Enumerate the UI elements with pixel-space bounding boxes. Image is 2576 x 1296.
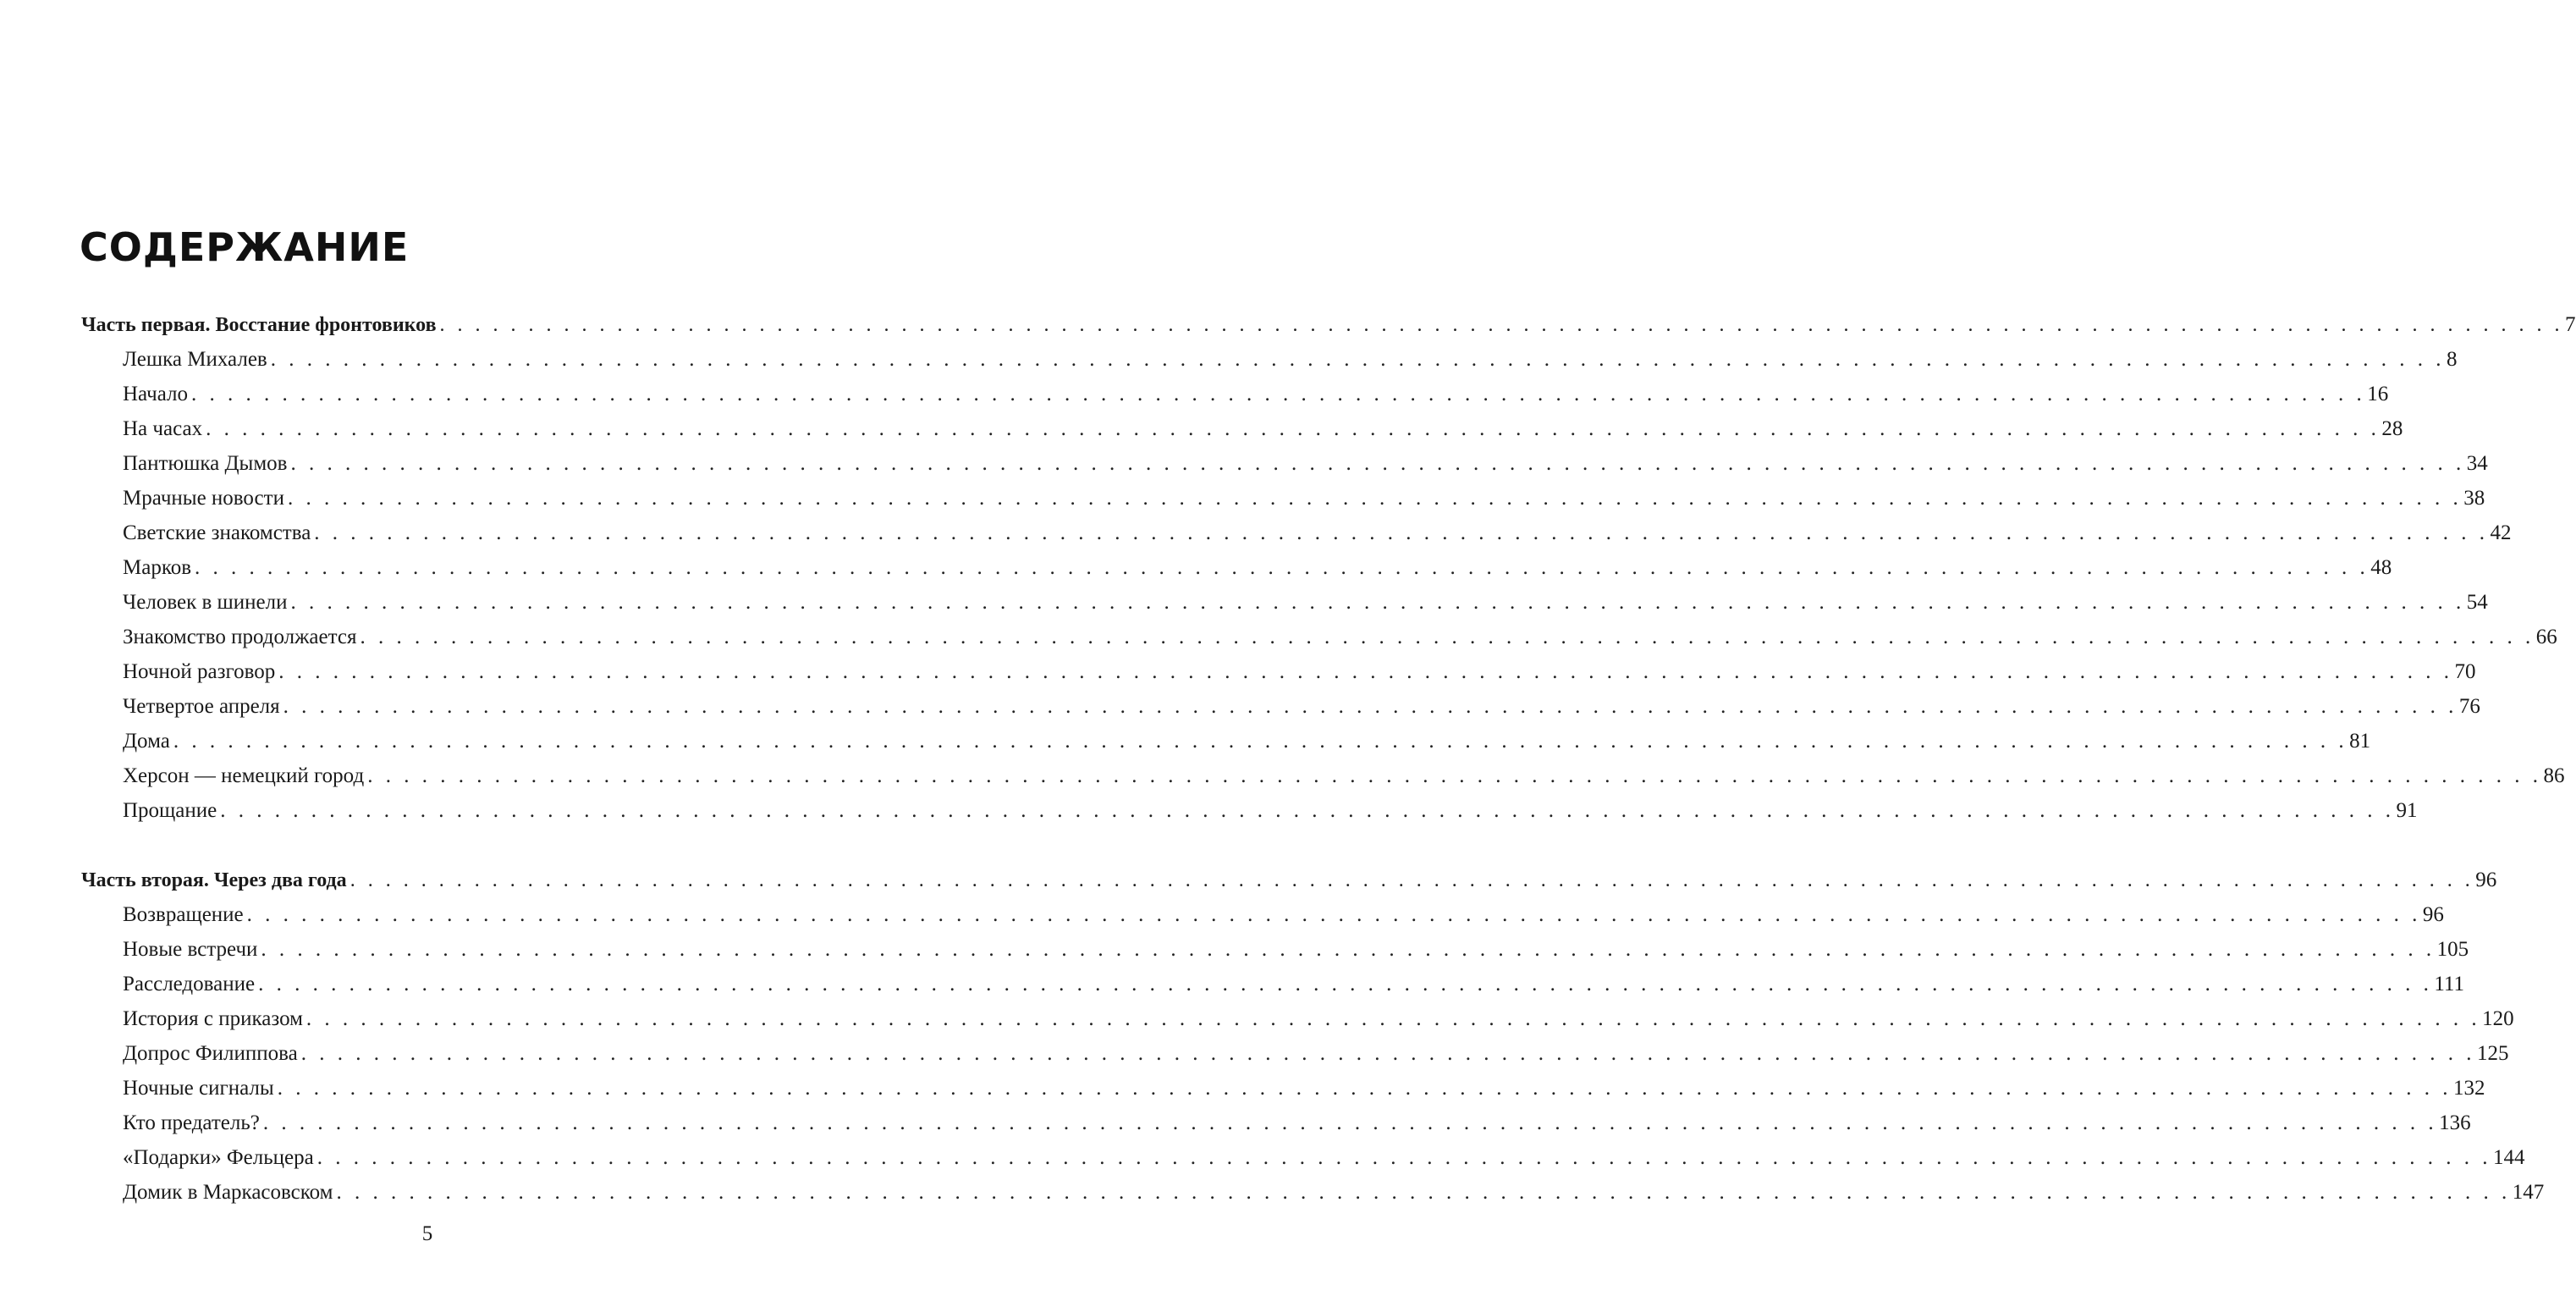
page-ref: 70 bbox=[2454, 660, 2476, 683]
dot-leader: . . . . . . . . . . . . . . . . . . . . . . . . . . . . . . . . . . . . . . . . . . . . . . . . . . . . . . . . . . . . . . . . . . . . . . . . . . . . . . . . . . . . . . . . . . . . . . . . . . . . . . . . . . . . . . . . . . . . . . . . bbox=[278, 660, 2453, 683]
chapter-title: Знакомство продолжается bbox=[123, 626, 357, 648]
dot-leader: . . . . . . . . . . . . . . . . . . . . . . . . . . . . . . . . . . . . . . . . . . . . . . . . . . . . . . . . . . . . . . . . . . . . . . . . . . . . . . . . . . . . . . . . . . . . . . . . . . . . . . . . . . . . . . . . . . . . . . . . bbox=[173, 730, 2348, 753]
dot-leader: . . . . . . . . . . . . . . . . . . . . . . . . . . . . . . . . . . . . . . . . . . . . . . . . . . . . . . . . . . . . . . . . . . . . . . . . . . . . . . . . . . . . . . . . . . . . . . . . . . . . . . . . . . . . . . . . . . . . . . . . bbox=[439, 314, 2564, 336]
dot-leader: . . . . . . . . . . . . . . . . . . . . . . . . . . . . . . . . . . . . . . . . . . . . . . . . . . . . . . . . . . . . . . . . . . . . . . . . . . . . . . . . . . . . . . . . . . . . . . . . . . . . . . . . . . . . . . . . . . . . . . . . bbox=[314, 521, 2489, 544]
chapter-title: Херсон — немецкий город bbox=[123, 764, 365, 787]
dot-leader: . . . . . . . . . . . . . . . . . . . . . . . . . . . . . . . . . . . . . . . . . . . . . . . . . . . . . . . . . . . . . . . . . . . . . . . . . . . . . . . . . . . . . . . . . . . . . . . . . . . . . . . . . . . . . . . . . . . . . . . . bbox=[305, 1007, 2481, 1030]
page-ref: 96 bbox=[2475, 869, 2497, 891]
page-ref: 34 bbox=[2466, 452, 2488, 475]
dot-leader: . . . . . . . . . . . . . . . . . . . . . . . . . . . . . . . . . . . . . . . . . . . . . . . . . . . . . . . . . . . . . . . . . . . . . . . . . . . . . . . . . . . . . . . . . . . . . . . . . . . . . . . . . . . . . . . . . . . . . . . . bbox=[336, 1181, 2511, 1204]
chapter-entry bbox=[123, 726, 2371, 757]
page-ref: 111 bbox=[2434, 973, 2464, 995]
part-title: Часть первая. Восстание фронтовиков bbox=[81, 314, 437, 336]
chapter-entry bbox=[123, 483, 2485, 514]
dot-leader: . . . . . . . . . . . . . . . . . . . . . . . . . . . . . . . . . . . . . . . . . . . . . . . . . . . . . . . . . . . . . . . . . . . . . . . . . . . . . . . . . . . . . . . . . . . . . . . . . . . . . . . . . . . . . . . . . . . . . . . . bbox=[350, 869, 2474, 891]
chapter-title: Возвращение bbox=[123, 903, 244, 926]
chapter-title: «Подарки» Фельцера bbox=[123, 1146, 314, 1169]
dot-leader: . . . . . . . . . . . . . . . . . . . . . . . . . . . . . . . . . . . . . . . . . . . . . . . . . . . . . . . . . . . . . . . . . . . . . . . . . . . . . . . . . . . . . . . . . . . . . . . . . . . . . . . . . . . . . . . . . . . . . . . . bbox=[290, 591, 2465, 614]
chapter-title: Новые встречи bbox=[123, 938, 258, 961]
page-ref: 38 bbox=[2463, 487, 2485, 510]
chapter-entry bbox=[123, 345, 2458, 375]
dot-leader: . . . . . . . . . . . . . . . . . . . . . . . . . . . . . . . . . . . . . . . . . . . . . . . . . . . . . . . . . . . . . . . . . . . . . . . . . . . . . . . . . . . . . . . . . . . . . . . . . . . . . . . . . . . . . . . . . . . . . . . . bbox=[220, 799, 2395, 822]
dot-leader: . . . . . . . . . . . . . . . . . . . . . . . . . . . . . . . . . . . . . . . . . . . . . . . . . . . . . . . . . . . . . . . . . . . . . . . . . . . . . . . . . . . . . . . . . . . . . . . . . . . . . . . . . . . . . . . . . . . . . . . . bbox=[367, 764, 2542, 787]
chapter-title: Дома bbox=[123, 730, 170, 753]
page-ref: 28 bbox=[2381, 417, 2403, 440]
chapter-entry bbox=[123, 414, 2403, 444]
dot-leader: . . . . . . . . . . . . . . . . . . . . . . . . . . . . . . . . . . . . . . . . . . . . . . . . . . . . . . . . . . . . . . . . . . . . . . . . . . . . . . . . . . . . . . . . . . . . . . . . . . . . . . . . . . . . . . . . . . . . . . . . bbox=[262, 1111, 2438, 1134]
part-title: Часть вторая. Через два года bbox=[81, 869, 347, 891]
chapter-entry bbox=[123, 587, 2488, 618]
chapter-entry bbox=[123, 1177, 2545, 1208]
page-ref: 8 bbox=[2446, 348, 2458, 371]
chapter-title: Лешка Михалев bbox=[123, 348, 267, 371]
chapter-title: История с приказом bbox=[123, 1007, 303, 1030]
dot-leader: . . . . . . . . . . . . . . . . . . . . . . . . . . . . . . . . . . . . . . . . . . . . . . . . . . . . . . . . . . . . . . . . . . . . . . . . . . . . . . . . . . . . . . . . . . . . . . . . . . . . . . . . . . . . . . . . . . . . . . . . bbox=[290, 452, 2465, 475]
page-ref: 66 bbox=[2535, 626, 2557, 648]
dot-leader: . . . . . . . . . . . . . . . . . . . . . . . . . . . . . . . . . . . . . . . . . . . . . . . . . . . . . . . . . . . . . . . . . . . . . . . . . . . . . . . . . . . . . . . . . . . . . . . . . . . . . . . . . . . . . . . . . . . . . . . . bbox=[258, 973, 2433, 995]
chapter-title: Домик в Маркасовском bbox=[123, 1181, 333, 1204]
chapter-title: Светские знакомства bbox=[123, 521, 311, 544]
dot-leader: . . . . . . . . . . . . . . . . . . . . . . . . . . . . . . . . . . . . . . . . . . . . . . . . . . . . . . . . . . . . . . . . . . . . . . . . . . . . . . . . . . . . . . . . . . . . . . . . . . . . . . . . . . . . . . . . . . . . . . . . bbox=[261, 938, 2436, 961]
chapter-entry bbox=[123, 761, 2565, 791]
chapter-entry bbox=[123, 379, 2389, 410]
page-ref: 7 bbox=[2565, 313, 2576, 336]
page-ref: 136 bbox=[2439, 1111, 2471, 1134]
dot-leader: . . . . . . . . . . . . . . . . . . . . . . . . . . . . . . . . . . . . . . . . . . . . . . . . . . . . . . . . . . . . . . . . . . . . . . . . . . . . . . . . . . . . . . . . . . . . . . . . . . . . . . . . . . . . . . . . . . . . . . . . bbox=[316, 1146, 2491, 1169]
chapter-entry bbox=[123, 692, 2480, 722]
dot-leader: . . . . . . . . . . . . . . . . . . . . . . . . . . . . . . . . . . . . . . . . . . . . . . . . . . . . . . . . . . . . . . . . . . . . . . . . . . . . . . . . . . . . . . . . . . . . . . . . . . . . . . . . . . . . . . . . . . . . . . . . bbox=[246, 903, 2421, 926]
page-ref: 81 bbox=[2349, 730, 2371, 753]
page-ref: 91 bbox=[2396, 799, 2418, 822]
dot-leader: . . . . . . . . . . . . . . . . . . . . . . . . . . . . . . . . . . . . . . . . . . . . . . . . . . . . . . . . . . . . . . . . . . . . . . . . . . . . . . . . . . . . . . . . . . . . . . . . . . . . . . . . . . . . . . . . . . . . . . . . bbox=[191, 383, 2366, 405]
dot-leader: . . . . . . . . . . . . . . . . . . . . . . . . . . . . . . . . . . . . . . . . . . . . . . . . . . . . . . . . . . . . . . . . . . . . . . . . . . . . . . . . . . . . . . . . . . . . . . . . . . . . . . . . . . . . . . . . . . . . . . . . bbox=[287, 487, 2463, 510]
chapter-entry bbox=[123, 553, 2392, 583]
chapter-title: Ночной разговор bbox=[123, 660, 276, 683]
page-ref: 86 bbox=[2543, 764, 2565, 787]
chapter-entry bbox=[123, 1039, 2509, 1069]
chapter-entry bbox=[123, 657, 2476, 687]
dot-leader: . . . . . . . . . . . . . . . . . . . . . . . . . . . . . . . . . . . . . . . . . . . . . . . . . . . . . . . . . . . . . . . . . . . . . . . . . . . . . . . . . . . . . . . . . . . . . . . . . . . . . . . . . . . . . . . . . . . . . . . . bbox=[360, 626, 2535, 648]
page-ref: 48 bbox=[2370, 556, 2392, 579]
chapter-title: Человек в шинели bbox=[123, 591, 288, 614]
chapter-entry bbox=[123, 1143, 2525, 1173]
chapter-title: Мрачные новости bbox=[123, 487, 284, 510]
page-ref: 16 bbox=[2367, 383, 2389, 405]
chapter-entry bbox=[123, 622, 2557, 653]
chapter-entry bbox=[123, 1073, 2485, 1104]
page-ref: 125 bbox=[2476, 1042, 2509, 1065]
chapter-title: Прощание bbox=[123, 799, 217, 822]
chapter-entry bbox=[123, 1108, 2471, 1139]
chapter-title: Четвертое апреля bbox=[123, 695, 280, 718]
dot-leader: . . . . . . . . . . . . . . . . . . . . . . . . . . . . . . . . . . . . . . . . . . . . . . . . . . . . . . . . . . . . . . . . . . . . . . . . . . . . . . . . . . . . . . . . . . . . . . . . . . . . . . . . . . . . . . . . . . . . . . . . bbox=[300, 1042, 2475, 1065]
page-ref: 76 bbox=[2458, 695, 2480, 718]
chapter-title: Ночные сигналы bbox=[123, 1077, 274, 1100]
part-heading bbox=[81, 310, 2576, 340]
page-ref: 42 bbox=[2490, 521, 2512, 544]
chapter-title: Марков bbox=[123, 556, 192, 579]
page-ref: 132 bbox=[2452, 1077, 2485, 1100]
dot-leader: . . . . . . . . . . . . . . . . . . . . . . . . . . . . . . . . . . . . . . . . . . . . . . . . . . . . . . . . . . . . . . . . . . . . . . . . . . . . . . . . . . . . . . . . . . . . . . . . . . . . . . . . . . . . . . . . . . . . . . . . bbox=[270, 348, 2445, 371]
chapter-entry bbox=[123, 969, 2464, 1000]
chapter-title: Допрос Филиппова bbox=[123, 1042, 298, 1065]
dot-leader: . . . . . . . . . . . . . . . . . . . . . . . . . . . . . . . . . . . . . . . . . . . . . . . . . . . . . . . . . . . . . . . . . . . . . . . . . . . . . . . . . . . . . . . . . . . . . . . . . . . . . . . . . . . . . . . . . . . . . . . . bbox=[206, 417, 2381, 440]
dot-leader: . . . . . . . . . . . . . . . . . . . . . . . . . . . . . . . . . . . . . . . . . . . . . . . . . . . . . . . . . . . . . . . . . . . . . . . . . . . . . . . . . . . . . . . . . . . . . . . . . . . . . . . . . . . . . . . . . . . . . . . . bbox=[283, 695, 2458, 718]
chapter-title: Расследование bbox=[123, 973, 256, 995]
page-ref: 147 bbox=[2512, 1181, 2545, 1204]
page-ref: 96 bbox=[2422, 903, 2444, 926]
chapter-title: Кто предатель? bbox=[123, 1111, 260, 1134]
chapter-title: Начало bbox=[123, 383, 189, 405]
page-ref: 120 bbox=[2482, 1007, 2514, 1030]
page-ref: 144 bbox=[2492, 1146, 2525, 1169]
chapter-title: Пантюшка Дымов bbox=[123, 452, 288, 475]
chapter-entry bbox=[123, 935, 2469, 965]
dot-leader: . . . . . . . . . . . . . . . . . . . . . . . . . . . . . . . . . . . . . . . . . . . . . . . . . . . . . . . . . . . . . . . . . . . . . . . . . . . . . . . . . . . . . . . . . . . . . . . . . . . . . . . . . . . . . . . . . . . . . . . . bbox=[195, 556, 2370, 579]
chapter-entry bbox=[123, 1004, 2514, 1034]
page-title: СОДЕРЖАНИЕ bbox=[80, 224, 410, 270]
page-ref: 105 bbox=[2436, 938, 2469, 961]
dot-leader: . . . . . . . . . . . . . . . . . . . . . . . . . . . . . . . . . . . . . . . . . . . . . . . . . . . . . . . . . . . . . . . . . . . . . . . . . . . . . . . . . . . . . . . . . . . . . . . . . . . . . . . . . . . . . . . . . . . . . . . . bbox=[277, 1077, 2452, 1100]
page-number: 5 bbox=[421, 1222, 433, 1245]
chapter-title: На часах bbox=[123, 417, 203, 440]
chapter-entry bbox=[123, 796, 2418, 826]
chapter-entry bbox=[123, 518, 2512, 549]
page-ref: 54 bbox=[2466, 591, 2488, 614]
part-heading bbox=[81, 865, 2497, 896]
chapter-entry bbox=[123, 900, 2444, 930]
chapter-entry bbox=[123, 449, 2488, 479]
